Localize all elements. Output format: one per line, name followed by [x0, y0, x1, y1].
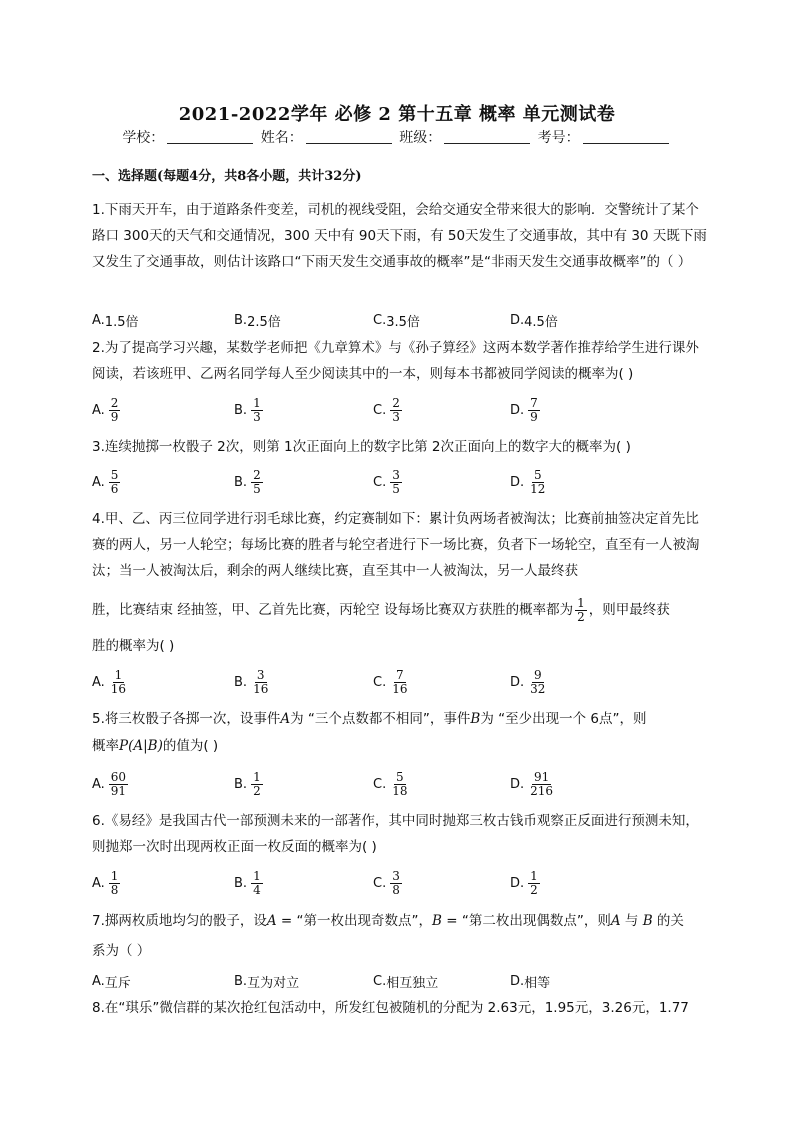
denominator: 3 [392, 409, 400, 424]
question-1: 1.下雨天开车，由于道路条件变差，司机的视线受阻，会给交通安全带来很大的影响．交警统计了某个路口 300天的天气和交通情况，300 天中有 90天下雨，有 50天发生了交通事故，其中有 30 天既下雨又发生了交通事故，则估计该路口“下雨天发生交通事故的概率”是“非雨天发生交通事故概率”的（ ） [92, 202, 707, 270]
numerator: 1 [110, 868, 119, 883]
option-label: C. [373, 875, 387, 891]
numerator: 3 [392, 467, 400, 482]
option-a[interactable] [92, 769, 128, 799]
option-label: C. [373, 973, 387, 989]
question-text: 7.掷两枚质地均匀的骰子，设 [92, 913, 267, 929]
numerator: 1 [253, 868, 261, 883]
numerator: 91 [533, 769, 550, 784]
question-2-options [92, 395, 712, 425]
denominator: 16 [110, 681, 127, 696]
option-label: D. [510, 312, 525, 328]
fraction [109, 397, 121, 424]
option-c[interactable] [373, 868, 402, 898]
option-text: 相互独立 [386, 975, 439, 991]
option-a[interactable] [92, 395, 120, 425]
option-a[interactable] [92, 467, 120, 497]
question-7 [92, 908, 712, 934]
denominator: 16 [253, 681, 269, 696]
option-label: A. [92, 674, 105, 690]
fraction [390, 469, 402, 496]
question-5-options [92, 769, 712, 799]
denominator: 18 [392, 783, 408, 798]
numerator: 1 [253, 395, 261, 410]
math-variable: B [432, 913, 442, 929]
option-d[interactable] [510, 667, 547, 697]
school-label: 学校： [122, 130, 165, 146]
question-4: 4.甲、乙、丙三位同学进行羽毛球比赛，约定赛制如下：累计负两场者被淘汰；比赛前抽签决定首先比赛的两人，另一人轮空；每场比赛的胜者与轮空者进行下一场比赛，负者下一场轮空，直至有一人被淘汰；当一人被淘汰后，剩余的两人继续比赛，直至其中一人被淘汰，另一人最终获 [92, 511, 700, 579]
option-text: 4.5倍 [524, 314, 558, 330]
equals-sign: = [441, 913, 462, 929]
denominator: 2 [253, 783, 261, 798]
numerator: 2 [392, 395, 400, 410]
class-blank[interactable] [444, 130, 530, 144]
number-label: 考号： [537, 130, 580, 146]
fraction [575, 597, 587, 624]
fraction [251, 669, 270, 696]
question-text: 5.将三枚骰子各掷一次，设事件 [92, 711, 281, 727]
question-4-line: 胜的概率为( ) [92, 638, 175, 654]
fraction [528, 397, 540, 424]
option-label: A. [92, 776, 105, 792]
numerator: 7 [396, 667, 404, 682]
option-label: D. [510, 674, 525, 690]
option-label: D. [510, 776, 525, 792]
fraction [251, 870, 263, 897]
option-text: 互为对立 [247, 975, 300, 991]
denominator: 8 [110, 882, 119, 897]
math-variable: A [266, 913, 277, 929]
math-variable: A [280, 711, 291, 727]
option-label: C. [373, 776, 387, 792]
numerator: 2 [253, 467, 261, 482]
option-a[interactable] [92, 667, 128, 697]
fraction [528, 870, 540, 897]
question-3: 3.连续抛掷一枚骰子 2次，则第 1次正面向上的数字比第 2次正面向上的数字大的概率为( ) [92, 439, 631, 455]
option-label: B. [234, 312, 248, 328]
option-b[interactable] [234, 667, 270, 697]
number-blank[interactable] [583, 130, 669, 144]
fraction [251, 397, 263, 424]
section-heading: 一、选择题(每题4分，共8各小题，共计32分) [92, 169, 362, 184]
exam-title: 2021-2022学年 必修 2 第十五章 概率 单元测试卷 [178, 104, 616, 125]
numerator: 1 [530, 868, 538, 883]
fraction [251, 771, 263, 798]
option-d[interactable] [510, 868, 540, 898]
option-label: D. [510, 973, 525, 989]
question-5 [92, 706, 712, 732]
math-variable: B [470, 711, 481, 727]
option-label: B. [234, 776, 248, 792]
option-c[interactable] [373, 395, 402, 425]
option-b[interactable] [234, 769, 263, 799]
fraction [390, 771, 409, 798]
option-label: C. [373, 402, 387, 418]
denominator: 2 [530, 882, 538, 897]
question-5-line [92, 733, 712, 759]
numerator: 7 [530, 395, 538, 410]
option-label: D. [510, 402, 525, 418]
denominator: 9 [110, 409, 119, 424]
math-variable: B [642, 913, 653, 929]
option-text: 3.5倍 [386, 314, 420, 330]
question-text: 的值为( ) [162, 738, 219, 754]
denominator: 32 [530, 681, 546, 696]
option-text: 互斥 [104, 975, 131, 991]
option-label: B. [234, 402, 248, 418]
fraction [528, 469, 547, 496]
denominator: 4 [253, 882, 261, 897]
fraction [528, 771, 555, 798]
equals-sign: = [276, 913, 297, 929]
math-expression: P(A|B) [119, 738, 163, 754]
question-6: 6.《易经》是我国古代一部预测未来的一部著作，其中同时抛郑三枚古钱币观察正反面进行预测未知，则抛郑一次时出现两枚正面一枚反面的概率为( ) [92, 813, 699, 855]
question-1-options [92, 305, 712, 335]
denominator: 3 [253, 409, 261, 424]
option-c[interactable] [373, 467, 402, 497]
option-c[interactable] [373, 769, 410, 799]
option-label: C. [373, 674, 387, 690]
option-a[interactable] [92, 868, 120, 898]
option-d[interactable] [510, 467, 547, 497]
question-text: ，则甲最终获 [588, 602, 670, 618]
option-text: 1.5倍 [104, 314, 139, 330]
option-label: D. [510, 474, 525, 490]
numerator: 1 [253, 769, 261, 784]
option-b[interactable] [234, 966, 299, 996]
option-label: B. [234, 973, 248, 989]
denominator: 2 [577, 609, 585, 624]
option-d[interactable] [510, 769, 555, 799]
denominator: 12 [530, 481, 546, 496]
math-variable: A [610, 913, 621, 929]
option-label: D. [510, 875, 525, 891]
option-label: C. [373, 312, 387, 328]
question-text: 与 [620, 913, 643, 929]
question-3-options [92, 467, 712, 497]
fraction [109, 669, 128, 696]
denominator: 6 [110, 481, 119, 496]
school-blank[interactable] [167, 130, 253, 144]
option-d[interactable] [510, 305, 558, 335]
question-text: “第二枚出现偶数点”，则 [461, 913, 611, 929]
class-label: 班级： [399, 130, 442, 146]
option-c[interactable] [373, 305, 420, 335]
option-label: B. [234, 474, 248, 490]
option-b[interactable] [234, 305, 281, 335]
option-text: 相等 [524, 975, 551, 991]
option-d[interactable] [510, 395, 540, 425]
numerator: 1 [577, 595, 585, 610]
option-label: B. [234, 875, 248, 891]
question-text: 为 “三个点数都不相同”，事件 [290, 711, 471, 727]
option-c[interactable] [373, 667, 410, 697]
numerator: 5 [396, 769, 404, 784]
denominator: 16 [392, 681, 408, 696]
question-text: 胜，比赛结束 经抽签，甲、乙首先比赛，丙轮空 设每场比赛双方获胜的概率都为 [92, 602, 574, 618]
fraction [251, 469, 263, 496]
denominator: 5 [392, 481, 400, 496]
numerator: 1 [114, 667, 123, 682]
option-label: A. [92, 312, 105, 328]
option-label: A. [92, 402, 105, 418]
name-label: 姓名： [260, 130, 303, 146]
option-label: C. [373, 474, 387, 490]
option-d[interactable] [510, 966, 550, 996]
option-a[interactable] [92, 305, 138, 335]
denominator: 5 [253, 481, 261, 496]
option-label: A. [92, 474, 105, 490]
question-text: 为 “至少出现一个 6点”，则 [480, 711, 647, 727]
option-b[interactable] [234, 868, 263, 898]
numerator: 60 [110, 769, 127, 784]
question-7-options [92, 966, 712, 996]
student-info-line [0, 127, 794, 147]
fraction [528, 669, 547, 696]
option-label: B. [234, 674, 248, 690]
numerator: 5 [110, 467, 119, 482]
fraction [109, 771, 128, 798]
question-8: 8.在“琪乐”微信群的某次抢红包活动中，所发红包被随机的分配为 2.63元，1.95元，3.26元，1.77 [92, 1000, 689, 1016]
option-b[interactable] [234, 467, 263, 497]
option-c[interactable] [373, 966, 438, 996]
option-label: A. [92, 973, 105, 989]
question-7-line: 系为（ ） [92, 943, 151, 959]
numerator: 3 [392, 868, 400, 883]
option-label: A. [92, 875, 105, 891]
option-a[interactable] [92, 966, 131, 996]
question-text: 概率 [92, 738, 119, 754]
fraction [390, 669, 409, 696]
name-blank[interactable] [306, 130, 392, 144]
option-text: 2.5倍 [247, 314, 281, 330]
question-4-line [92, 592, 712, 628]
question-text: 的关 [652, 913, 684, 929]
option-b[interactable] [234, 395, 263, 425]
numerator: 3 [256, 667, 265, 682]
numerator: 2 [110, 395, 119, 410]
question-2: 2.为了提高学习兴趣，某数学老师把《九章算术》与《孙子算经》这两本数学著作推荐给学生进行课外阅读，若该班甲、乙两名同学每人至少阅读其中的一本，则每本书都被同学阅读的概率为( ) [92, 340, 699, 382]
question-text: “第一枚出现奇数点”， [296, 913, 433, 929]
denominator: 216 [530, 783, 554, 798]
question-4-options [92, 667, 712, 697]
denominator: 8 [392, 882, 400, 897]
denominator: 9 [530, 409, 538, 424]
numerator: 5 [533, 467, 542, 482]
fraction [109, 870, 121, 897]
fraction [390, 397, 402, 424]
fraction [390, 870, 402, 897]
fraction [109, 469, 121, 496]
question-6-options [92, 868, 712, 898]
denominator: 91 [110, 783, 127, 798]
numerator: 9 [533, 667, 542, 682]
